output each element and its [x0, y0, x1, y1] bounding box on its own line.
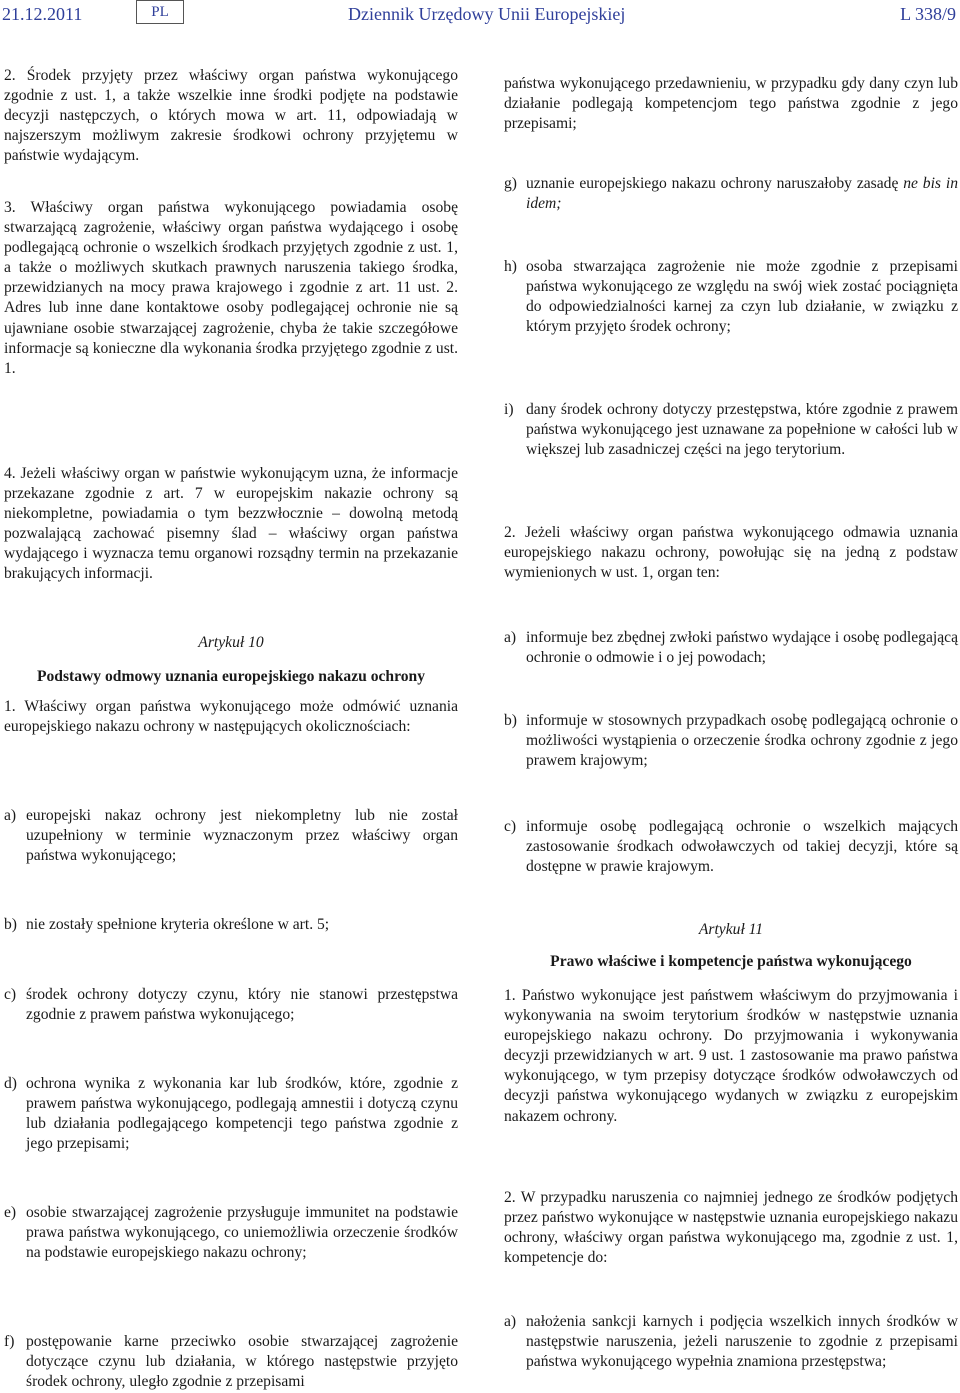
list-item [4, 985, 458, 1025]
page-header [0, 0, 960, 38]
item-label: a) [504, 1313, 517, 1330]
article-number: Artykuł 11 [698, 921, 764, 938]
right-para-2 [504, 523, 958, 583]
item-text: osobie stwarzającej zagrożenie przysługuje immunitet na podstawie prawa państwa wykonującego, co uniemożliwia orzeczenie środków na podstawie europejskiego nakazu ochrony; [26, 1204, 458, 1262]
list-item [4, 1203, 458, 1263]
item-text [526, 174, 958, 214]
list-item [504, 1312, 958, 1372]
journal-title: Dziennik Urzędowy Unii Europejskiej [348, 4, 626, 24]
item-text: informuje w stosownych przypadkach osobę podlegającą ochronie o możliwości wystąpienia o orzeczenie środka ochrony zgodnie z jego prawem krajowym; [526, 712, 958, 770]
left-para-4 [4, 464, 458, 585]
item-text: informuje bez zbędnej zwłoki państwo wydające i osobę podlegającą ochronie o odmowie i o jej powodach; [526, 629, 958, 667]
list-item [504, 817, 958, 877]
list-item [504, 628, 958, 668]
article-11-para-1 [504, 986, 958, 1127]
latin-phrase: ne bis in idem; [526, 175, 958, 213]
article-10-para-1 [4, 697, 458, 737]
page-reference: L 338/9 [900, 4, 956, 24]
list-item [4, 806, 458, 866]
paragraph: 2. Środek przyjęty przez właściwy organ państwa wykonującego zgodnie z ust. 1, a także wszelkie inne środki podjęte na podstawie decyzji następczych, o których mowa w art. 11, odpowiadają w najszerszym możliwym zakresie środkowi ochrony przyjętemu w państwie wydającym. [4, 67, 458, 165]
item-label: i) [504, 401, 514, 418]
paragraph: 3. Właściwy organ państwa wykonującego powiadamia osobę stwarzającą zagrożenie, właściwy organ państwa wydającego i osobę podlegającą ochronie o wszelkich środkach przyjętych zgodnie z ust. 1, a także o możliwych skutkach prawnych naruszenia takiego środka, przewidzianych na mocy prawa krajowego i zgodnie z art. 11 ust. 2. Adres lub inne dane kontaktowe osoby podlegającej ochronie nie są ujawniane osobie stwarzającej zagrożenie, chyba że takie szczegółowe informacje są konieczne dla wykonania środka przyjętego zgodnie z ust. 1. [4, 199, 458, 377]
item-label: d) [4, 1075, 17, 1092]
item-text: dany środek ochrony dotyczy przestępstwa, które zgodnie z prawem państwa wykonującego jest uznawane za popełnione w całości lub w większej lub zasadniczej części na jego terytorium. [526, 401, 958, 459]
publication-date: 21.12.2011 [2, 4, 83, 24]
list-item [504, 174, 958, 214]
article-title: Prawo właściwe i kompetencje państwa wykonującego [550, 953, 912, 970]
list-item [504, 711, 958, 771]
paragraph: 1. Państwo wykonujące jest państwem właściwym do przyjmowania i wykonywania na swoim terytorium środków w następstwie uznania europejskiego nakazu ochrony. Do przyjmowania i wykonywania decyzji przewidzianych w art. 9 ust. 1 zastosowanie ma prawo państwa wykonującego, w tym przepisy dotyczące środków odwoławczych od decyzji państwa wykonującego wydanych w związku z europejskim nakazem ochrony. [504, 987, 958, 1125]
list-item [4, 1332, 458, 1392]
right-continuation [504, 74, 958, 134]
paragraph: 2. Jeżeli właściwy organ państwa wykonującego odmawia uznania europejskiego nakazu ochrony, powołując się na jedną z podstaw wymienionych w ust. 1, organ ten: [504, 524, 958, 582]
item-label: c) [4, 986, 17, 1003]
paragraph: państwa wykonującego przedawnieniu, w przypadku gdy dany czyn lub działanie podlegają kompetencjom tego państwa zgodnie z jego przepisami; [504, 75, 958, 133]
paragraph: 4. Jeżeli właściwy organ w państwie wykonującym uzna, że informacje przekazane zgodnie z art. 7 w europejskim nakazie ochrony są niekompletne, powiadamia o tym bezzwłocznie – dowolną metodą pozwalającą zachować pisemny ślad – właściwy organ państwa wydającego i wyznacza temu organowi rozsądny termin na przekazanie brakujących informacji. [4, 465, 458, 583]
item-label: e) [4, 1204, 17, 1221]
item-text: osoba stwarzająca zagrożenie nie może zgodnie z przepisami państwa wykonującego ze względu na swój wiek zostać pociągnięta do odpowiedzialności karnej za czyn lub działanie, w związku z którym przyjęto środek ochrony; [526, 258, 958, 336]
item-text: nie zostały spełnione kryteria określone w art. 5; [26, 916, 330, 933]
item-text: nałożenia sankcji karnych i podjęcia wszelkich innych środków w następstwie naruszenia, jeżeli naruszenie to zgodnie z przepisami państwa wykonującego wypełnia znamiona przestępstwa; [526, 1313, 958, 1371]
item-text: europejski nakaz ochrony jest niekompletny lub nie został uzupełniony w terminie wyznaczonym przez właściwy organ państwa wykonującego; [26, 807, 458, 865]
list-item [504, 257, 958, 337]
list-item [4, 915, 458, 935]
article-number: Artykuł 10 [198, 634, 264, 651]
article-11-para-2 [504, 1188, 958, 1268]
item-label: a) [504, 629, 517, 646]
item-label: b) [504, 712, 517, 729]
item-label: c) [504, 818, 517, 835]
article-10-heading [4, 633, 458, 687]
paragraph: 1. Właściwy organ państwa wykonującego może odmówić uznania europejskiego nakazu ochrony w następujących okolicznościach: [4, 698, 458, 736]
item-text: środek ochrony dotyczy czynu, który nie stanowi przestępstwa zgodnie z prawem państwa wykonującego; [26, 986, 458, 1024]
item-label: a) [4, 807, 17, 824]
list-item [504, 400, 958, 460]
item-label: f) [4, 1333, 15, 1350]
list-item [4, 1074, 458, 1154]
item-text: ochrona wynika z wykonania kar lub środków, które, zgodnie z prawem państwa wykonującego, podlegają amnestii i dotyczą czynu lub działania podlegającego kompetencji tego państwa zgodnie z jego przepisami; [26, 1075, 458, 1153]
item-label: h) [504, 258, 517, 275]
item-text: informuje osobę podlegającą ochronie o wszelkich mających zastosowanie środkach odwoławczych od takiej decyzji, które są dostępne w prawie krajowym. [526, 818, 958, 876]
item-text-main: uznanie europejskiego nakazu ochrony naruszałoby zasadę [526, 175, 899, 192]
paragraph: 2. W przypadku naruszenia co najmniej jednego ze środków podjętych przez państwo wykonujące w następstwie uznania europejskiego nakazu ochrony, właściwy organ państwa wykonującego ma, zgodnie z ust. 1, kompetencje do: [504, 1189, 958, 1267]
article-11-heading [504, 920, 958, 972]
left-para-3 [4, 198, 458, 379]
item-label: g) [504, 175, 517, 192]
language-badge: PL [136, 0, 184, 24]
article-title: Podstawy odmowy uznania europejskiego nakazu ochrony [36, 668, 426, 685]
left-para-2 [4, 66, 458, 166]
item-text: postępowanie karne przeciwko osobie stwarzającej zagrożenie dotyczące czynu lub działania, w którego następstwie przyjęto środek ochrony, uległo zgodnie z przepisami [26, 1333, 458, 1391]
item-label: b) [4, 916, 17, 933]
